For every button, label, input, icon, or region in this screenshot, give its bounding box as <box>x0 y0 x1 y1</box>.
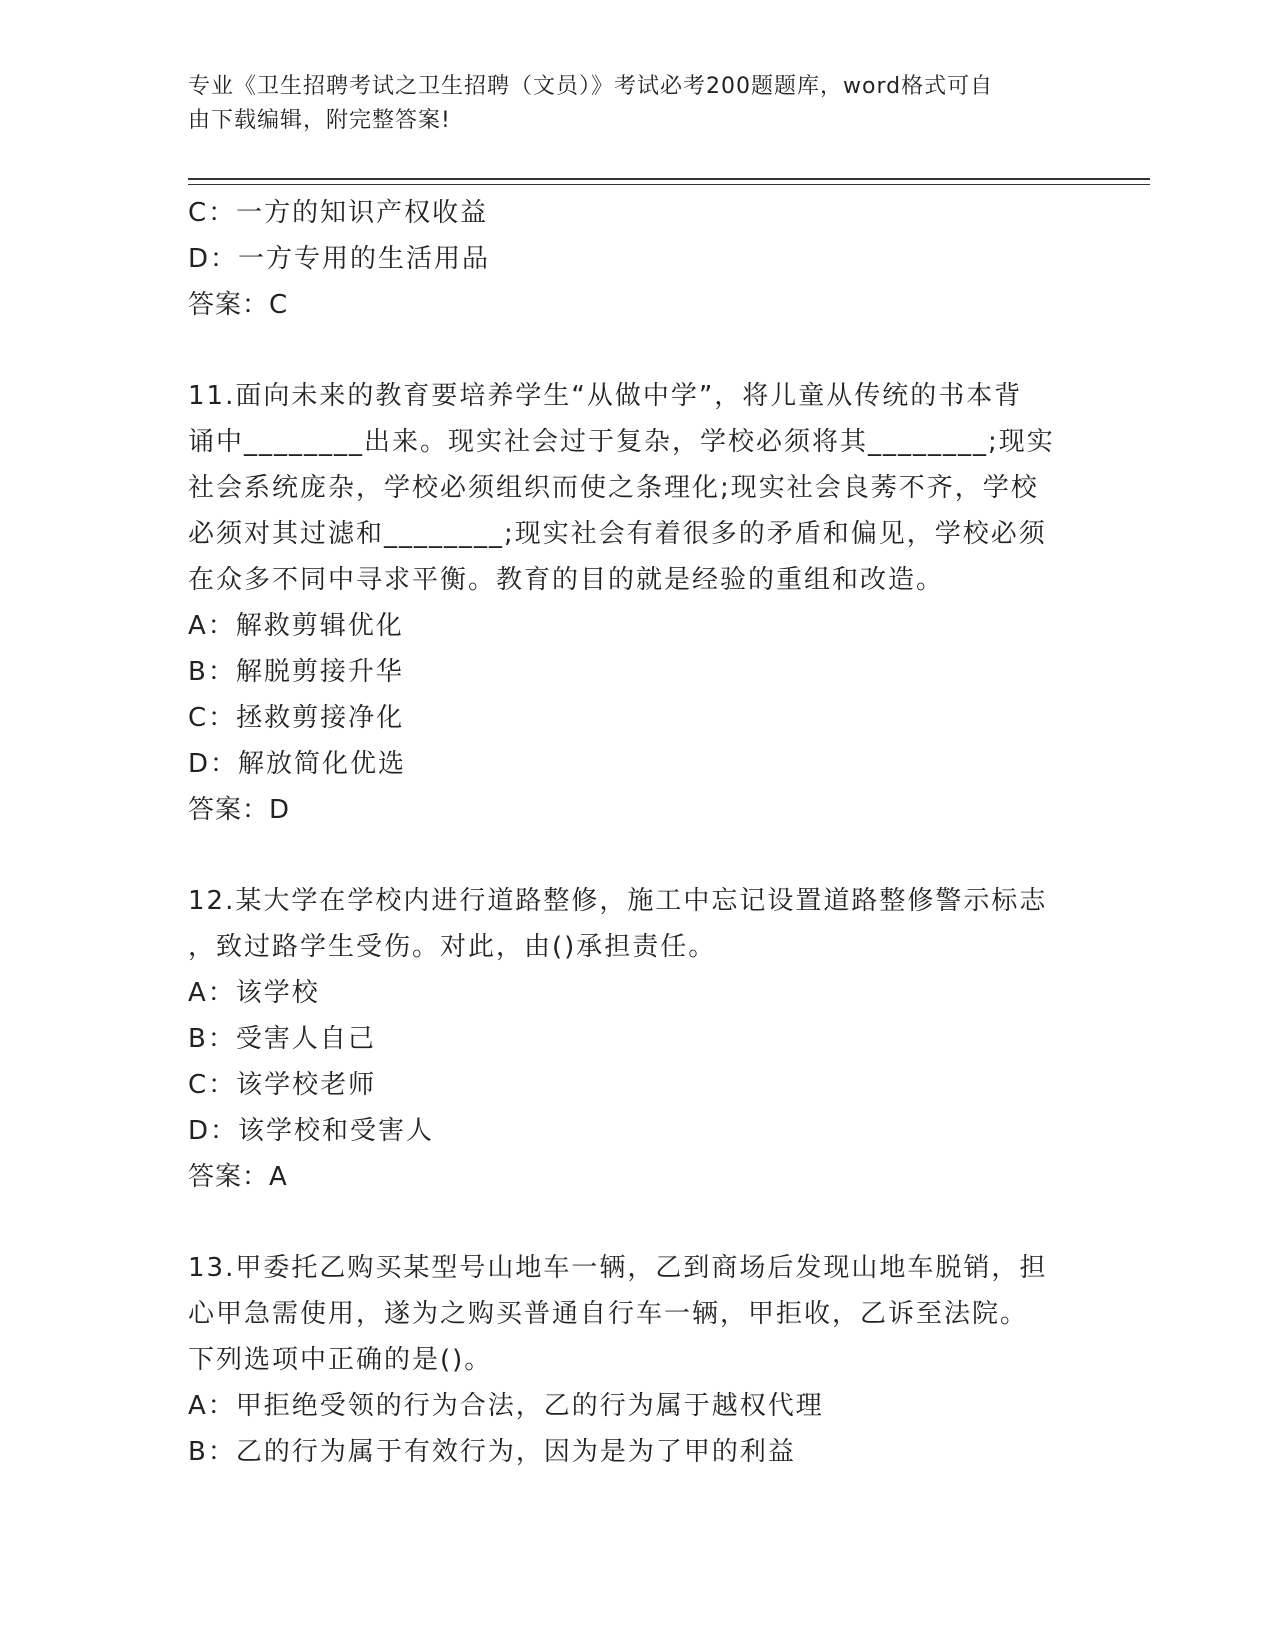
question-stem-line: 在众多不同中寻求平衡。教育的目的就是经验的重组和改造。 <box>188 565 945 595</box>
header-line-1: 专业《卫生招聘考试之卫生招聘（文员）》考试必考200题题库，word格式可自 <box>188 74 994 99</box>
option-b: B：乙的行为属于有效行为，因为是为了甲的利益 <box>188 1437 796 1467</box>
option-d: D：一方专用的生活用品 <box>188 244 491 274</box>
question-10 <box>188 190 1088 328</box>
question-stem-line: 11.面向未来的教育要培养学生“从做中学”，将儿童从传统的书本背 <box>188 381 1023 411</box>
option-a: A：甲拒绝受领的行为合法，乙的行为属于越权代理 <box>188 1391 824 1421</box>
option-b: B：解脱剪接升华 <box>188 657 404 687</box>
option-d: D：解放简化优选 <box>188 749 407 779</box>
question-stem-line: 诵中________出来。现实社会过于复杂，学校必须将其________;现实 <box>188 427 1055 457</box>
question-stem-line: 13.甲委托乙购买某型号山地车一辆，乙到商场后发现山地车脱销，担 <box>188 1253 1048 1283</box>
answer: 答案：C <box>188 290 289 320</box>
header-divider-thin <box>188 184 1150 185</box>
option-c: C：拯救剪接净化 <box>188 703 405 733</box>
question-stem-line: 社会系统庞杂，学校必须组织而使之条理化;现实社会良莠不齐，学校 <box>188 473 1039 503</box>
answer: 答案：D <box>188 795 291 825</box>
document-header <box>188 70 1068 138</box>
option-c: C：一方的知识产权收益 <box>188 198 489 228</box>
question-stem-line: ，致过路学生受伤。对此，由()承担责任。 <box>188 932 717 962</box>
question-stem-line: 必须对其过滤和________;现实社会有着很多的矛盾和偏见，学校必须 <box>188 519 1047 549</box>
question-13 <box>188 1245 1088 1475</box>
question-list <box>188 190 1088 1475</box>
option-d: D：该学校和受害人 <box>188 1116 435 1146</box>
spacer <box>188 328 1088 373</box>
question-stem-line: 心甲急需使用，遂为之购买普通自行车一辆，甲拒收，乙诉至法院。 <box>188 1299 1029 1329</box>
question-12 <box>188 878 1088 1200</box>
spacer <box>188 1200 1088 1245</box>
option-a: A：该学校 <box>188 978 320 1008</box>
header-divider-thick <box>188 178 1150 180</box>
spacer <box>188 833 1088 878</box>
option-a: A：解救剪辑优化 <box>188 611 404 641</box>
question-stem-line: 12.某大学在学校内进行道路整修，施工中忘记设置道路整修警示标志 <box>188 886 1048 916</box>
option-b: B：受害人自己 <box>188 1024 376 1054</box>
question-11 <box>188 373 1088 833</box>
option-c: C：该学校老师 <box>188 1070 377 1100</box>
header-line-2: 由下载编辑，附完整答案! <box>188 108 451 133</box>
question-stem-line: 下列选项中正确的是()。 <box>188 1345 493 1375</box>
answer: 答案：A <box>188 1162 288 1192</box>
